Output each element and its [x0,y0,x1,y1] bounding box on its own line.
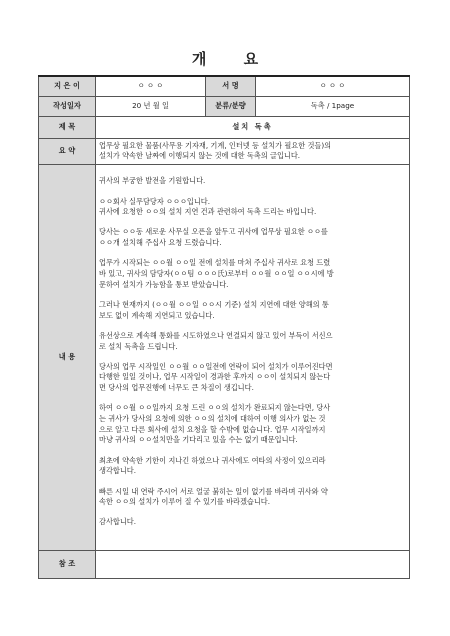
reference-value [96,550,410,578]
content-line: 그러나 현재까지 (ㅇㅇ월 ㅇㅇ일 ㅇㅇ시 기준) 설치 지연에 대한 양해의 통 [99,299,329,309]
content-paragraph [99,456,406,477]
content-line: ㅇㅇ개 설치해 주십사 요청 드렸습니다. [99,238,222,248]
content-paragraph [99,197,406,218]
summary-text [96,138,410,164]
content-line: 으로 알고 다른 회사에 설치 요청을 할 수밖에 없습니다. 업무 시작일까지 [99,424,326,434]
date-row [39,96,410,116]
content-line: 감사합니다. [99,517,137,527]
content-label: 내 용 [39,164,96,550]
date-value: 20 년 월 일 [96,96,206,116]
content-line: 최초에 약속한 기한이 지나긴 하였으나 귀사에도 여타의 사정이 있으리라 [99,455,326,465]
document-title: 개 요 [191,50,275,68]
summary-form-table [38,75,410,579]
content-paragraph [99,517,406,528]
content-line: 는 귀사가 당사의 요청에 의한 ㅇㅇ의 설치에 대하여 이행 의사가 없는 것 [99,414,326,424]
content-line: 면 당사의 업무진행에 너무도 큰 차질이 생깁니다. [99,383,254,393]
content-line: 문하여 설치가 가능함을 통보 받았습니다. [99,279,229,289]
date-label: 작성일자 [39,96,96,116]
content-line: 당사의 업무 시작일인 ㅇㅇ월 ㅇㅇ일전에 연락이 되어 설치가 이루어진다면 [99,361,333,371]
content-paragraph [99,331,406,352]
reference-label: 참 조 [39,550,96,578]
sender-row [39,76,410,96]
subject-value: 설치 독촉 [96,116,410,138]
sender-label: 지 은 이 [39,76,96,96]
content-line: 귀사에 요청한 ㅇㅇ의 설치 지연 건과 관련하여 독촉 드리는 바입니다. [99,207,317,217]
signature-value: ㅇ ㅇ ㅇ [256,76,410,96]
category-value: 독촉 / 1page [256,96,410,116]
subject-label: 제 목 [39,116,96,138]
reference-row [39,550,410,578]
content-paragraph [99,487,406,508]
content-paragraph [99,300,406,321]
content-paragraph [99,362,406,394]
content-line: 다행한 일일 것이나, 업무 시작일이 경과한 후까지 ㅇㅇ이 설치되지 않는다 [99,372,331,382]
content-line: 바 있고, 귀사의 담당자(ㅇㅇ팀 ㅇㅇㅇ氏)로부터 ㅇㅇ월 ㅇㅇ일 ㅇㅇ시에 방 [99,269,334,279]
content-line: ㅇㅇ회사 실무담당자 ㅇㅇㅇ입니다. [99,196,211,206]
content-line: 하여 ㅇㅇ월 ㅇㅇ일까지 요청 드린 ㅇㅇ의 설치가 완료되지 않는다면, 당사 [99,403,331,413]
content-body [96,164,410,550]
content-line: 빠른 시일 내 연락 주시어 서로 얼굴 붉히는 일이 없기를 바라며 귀사와 약 [99,486,328,496]
content-line: 속한 ㅇㅇ의 설치가 이루어 질 수 있기를 바라겠습니다. [99,497,271,507]
content-paragraph [99,258,406,290]
content-line: 당사는 ㅇㅇ동 새로운 사무실 오픈을 앞두고 귀사에 업무상 필요한 ㅇㅇ를 [99,227,328,237]
summary-line: 설치가 약속한 날짜에 이행되지 않는 것에 대한 독촉의 글입니다. [99,151,301,160]
content-line: 귀사의 부궁한 발전을 기원합니다. [99,176,206,186]
sender-value: ㅇ ㅇ ㅇ [96,76,206,96]
content-line: 마냥 귀사의 ㅇㅇ설치만을 기다리고 있을 수는 없기 때문입니다. [99,435,298,445]
content-paragraph [99,227,406,248]
signature-label: 서 명 [206,76,256,96]
content-paragraph [99,176,406,187]
content-paragraph [99,403,406,446]
content-row [39,164,410,550]
summary-row [39,138,410,164]
content-line: 생각합니다. [99,466,137,476]
summary-line: 업무상 필요한 물품(사무용 기자재, 기계, 인터넷 등 설치가 필요한 것들)의 [99,141,332,150]
content-line: 유선상으로 계속해 통화를 시도하였으나 연결되지 않고 있어 부득이 서신으 [99,330,333,340]
content-line: 로 설치 독촉을 드립니다. [99,341,178,351]
content-line: 업무가 시작되는 ㅇㅇ월 ㅇㅇ일 전에 설치를 마쳐 주십사 귀사로 요청 드렸 [99,258,331,268]
category-label: 분류/분량 [206,96,256,116]
subject-row [39,116,410,138]
content-line: 보도 없이 계속해 지연되고 있습니다. [99,310,215,320]
summary-label: 요 약 [39,138,96,164]
